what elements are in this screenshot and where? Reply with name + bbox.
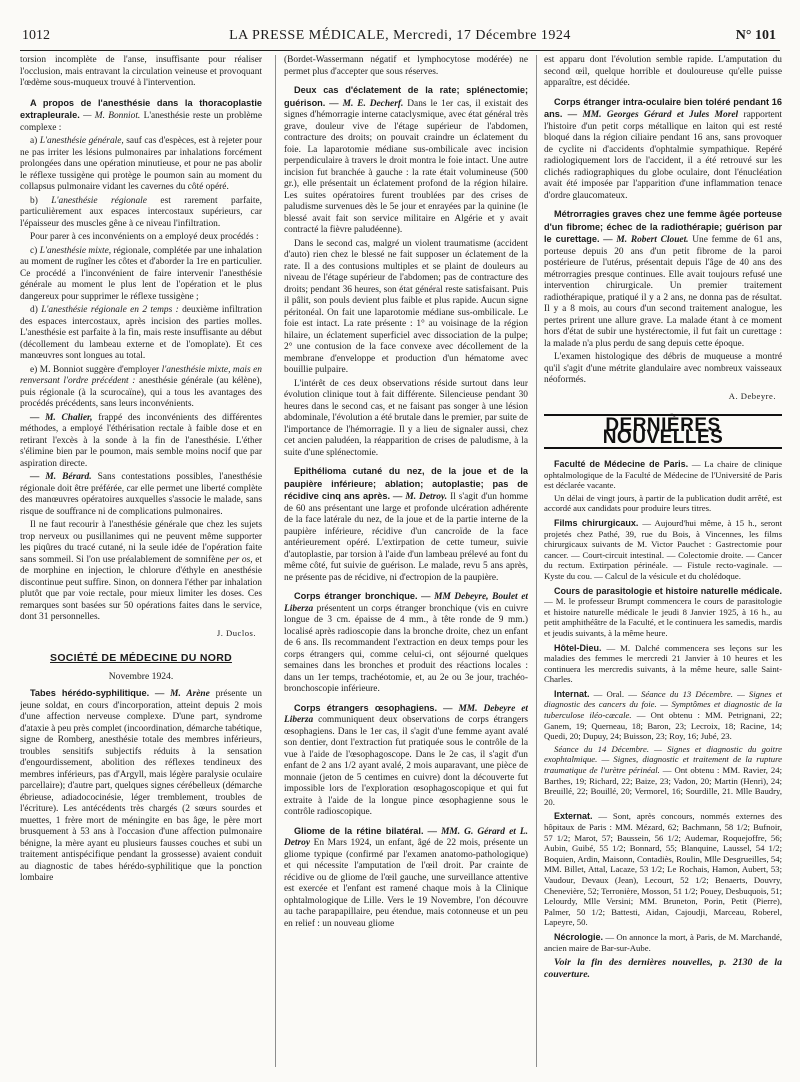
paragraph-text: Il s'agit d'un homme de 60 ans présentant une large et profonde ulcération adhérente de la face latérale du nez, de la joue et de la partie interne de la paupière inférieure, récidive d'un cancroïde de la face antérieurement opéré. L'extirpation de cette tumeur, suivie d'autoplastie, par torsion à l'aide d'un lambeau prélevé au font du même côté, fut suivie de guérison. Le malade, revu 5 ans après, ne présente pas de récidive, ni d'ectropion de la paupière.: [284, 492, 528, 583]
column-2: [284, 55, 528, 1067]
news-item: [544, 643, 782, 685]
paragraph-text: Sans contestations possibles, l'anesthésie régionale doit être préférée, car elle permet une liberté complète des manœuvres opératoires auxquelles s'associe le malade, sans risque de souffrance ni de complications pulmonaires.: [20, 472, 262, 517]
news-emphasis: Séance du 14 Décembre. — Signes et diagnostic du goitre exophtalmique. — Signes, diagnostic et traitement de la rupture traumatique de l'urètre périnéal.: [544, 743, 782, 776]
article-intra-oculaire: [544, 97, 782, 203]
column-rule: [536, 55, 537, 1067]
item-emphasis: L'anesthésie mixte,: [39, 245, 112, 256]
paragraph-text: rapportent l'histoire d'un petit corps métallique en laiton qui est resté bloqué dans la région ciliaire pendant 16 ans, sans provoquer de cyclite ni d'accidents d'ophtalmie sympathique. Repéré radiologiquement lors de l'accident, il a été retrouvé sur les clichés radiographiques du globe oculaire, dont l'énucléation avait été imposée par l'apparition d'une inflammation tenace d'ordre glaucomateux.: [544, 110, 782, 201]
section-date: Novembre 1924.: [108, 670, 174, 682]
news-title: Films chirurgicaux.: [554, 517, 639, 528]
article-title: Corps étrangers œsophagiens.: [294, 702, 438, 713]
article-author: — M. Bonniot.: [83, 111, 141, 121]
paragraph: [20, 472, 262, 518]
article-metrorragies: [544, 209, 782, 350]
page-header: [20, 24, 780, 51]
article-author: — MM. Georges Gérard et Jules Morel: [562, 110, 739, 120]
item-label: d): [30, 305, 42, 315]
article-gliome: [284, 826, 528, 931]
paragraph: L'intérêt de ces deux observations réside surtout dans leur évolution clinique tout à fait différente. Silencieuse pendant 30 heures dans le second cas, et ne faisant pas songer à une lésion abdominale, l'évolution a été brutale dans le premier, par suite de l'importance de l'hémorragie. Il y a lieu de signaler aussi, chez cet ancien paludéen, la réapparition de crises de paludisme, à la suite d'une splénectomie.: [284, 378, 528, 458]
item-emphasis: l'anesthésie mixte, mais en renversant l'ordre précédent :: [20, 364, 262, 386]
article-author: — MM Debeyre, Boulet et Liberza: [284, 592, 528, 614]
article-corps-bronchique: [284, 591, 528, 696]
article-tabes: [20, 688, 262, 885]
page-number: 1012: [22, 28, 50, 43]
news-text: — Aujourd'hui même, à 15 h., seront projetés chez Pathé, 39, rue du Bois, à Vincennes, les films chirurgicaux suivants de M. Victor Pauchet : Gastrectomie pour cancer. — Court-circuit intestinal. — Colectomie droite. — Cancer du rectum. Extirpation périnéale. — Fistule recto-vaginale. — Kyste du cou. — Calcul de la vésicule et du cholédoque.: [544, 517, 782, 581]
paragraph-text: présentent un corps étranger bronchique (vis en cuivre longue de 3 cm. épaisse de 4 mm., à tête ronde de 9 mm.) localisé après radioscopie dans la bronche droite, chez un enfant de 6 ans. Ils recommandent l'extraction en deux temps pour les corps étrangers qui, comme celui-ci, ont séjourné quelques semaines dans les bronches et produit des réactions locales : dans un 1er temps, trachéotomie, et, au 2e ou 3e jour, trachéo-bronchoscopie inférieure.: [284, 603, 528, 694]
article-rate: [284, 85, 528, 237]
column-1: [20, 55, 262, 1067]
paragraph: [544, 744, 782, 808]
news-title: Faculté de Médecine de Paris.: [554, 459, 689, 469]
issue-number: N° 101: [735, 28, 776, 43]
paragraph: [20, 365, 262, 411]
item-emphasis: L'anesthésie régionale en 2 temps :: [41, 305, 179, 315]
news-title: Nécrologie.: [554, 931, 604, 942]
article-title: Deux cas d'éclatement de la rate; splénectomie; guérison.: [284, 85, 528, 108]
news-text: — On annonce la mort, à Paris, de M. Marchandé, ancien maire de Bar-sur-Aube.: [544, 931, 782, 953]
news-list: [544, 459, 782, 953]
paragraph: [20, 413, 262, 471]
article-corps-oesophagiens: [284, 703, 528, 819]
item-emphasis: per os,: [226, 554, 253, 565]
article-author: — MM. Debeyre et Liberza: [284, 703, 528, 725]
paragraph: Pour parer à ces inconvénients on a employé deux procédés :: [30, 232, 259, 242]
paragraph: [20, 136, 262, 194]
article-author: — M. Robert Clouet.: [599, 235, 689, 245]
paragraph-text: régionale, complétée par une inhalation au moment de rugîner les côtes et d'aborder la 1re en particulier. Ce procédé a l'inconvénient de faire intervenir l'anesthésie générale au moment le plus lent de l'opération et le plus dangereux pour supprimer le réflexe tussigène ;: [20, 245, 262, 302]
article-title: Gliome de la rétine bilatéral.: [294, 825, 424, 836]
speaker-name: — M. Chalier,: [30, 412, 93, 423]
paragraph-text: communiquent deux observations de corps étrangers œsophagiens. Dans le 1er cas, il s'agit d'une femme ayant avalé son dentier, dont l'extraction fut pratiquée sous le contrôle de la vue à l'aide de l'œsophagoscope. Dans le 2e cas, il s'agit d'un enfant de 2 ans 1/2 ayant avalé, 2 mois auparavant, une pièce de monnaie (jeton de 5 centimes en cuivre) dont la découverte fut impossible lors de l'exploration œsophagoscopique et qui fut extraite à l'aide de la longue pince œsophagienne sous le contrôle radioscopique.: [284, 715, 528, 817]
paragraph-text: sauf cas d'espèces, est à rejeter pour ne pas irriter les lésions pulmonaires par inhalations forcément prolongées dans une opération minutieuse, et pour ne pas abolir le réflexe tussigène qui protège le poumon sain au moment du collapsus pulmonaire vidant les cavernes du côté opéré.: [20, 136, 262, 192]
paragraph: torsion incomplète de l'anse, insuffisante pour réaliser l'occlusion, mais entravant la circulation veineuse et provoquant l'œdème sous-muqueux trouvé à l'intervention.: [20, 55, 262, 88]
news-text: — Ont obtenu : MM. Petrignani, 22; Ganem, 19; Querneau, 18; Baron, 23; Lecroix, 18; Racine, 14; Quedi, 20; Dupuy, 24; Buisson, 23; Roy, 16; Jubé, 23.: [544, 710, 782, 742]
paragraph: Dans le second cas, malgré un violent traumatisme (accident d'auto) rien chez le blessé ne fait supposer un éclatement de la rate. Il a des contusions multiples et se plaint de douleurs au niveau de l'étage supérieur de l'abdomen; pas de contracture des droits; pendant 36 heures, son état général reste satisfaisant. Puis il pâlit, son pouls devient plus faible et plus rapide. Aucun signe péritonéal. On fait une laparotomie médiane sus-ombilicale. Le foie est intact. La rate présente : 1° au voisinage de la région hilaire, un éclatement superficiel avec dissociation de la pulpe; 2° une contusion de la face convexe avec décollement de la membrane d'enveloppe et production d'un hématome avec bouillie pulpaire.: [284, 238, 528, 375]
paragraph-text: frappé des inconvénients des différentes méthodes, a employé l'éthérisation rectale à faible dose et en retirant l'excès à la sonde à la fin de l'anesthésie. L'éther s'élimine bien par le poumon, mais semble moins nocif que par aspiration directe.: [20, 412, 262, 469]
news-text: — Sont, après concours, nommés externes des hôpitaux de Paris : MM. Mézard, 62; Bachmann, 58 1/2; Bufnoir, 57 1/2; Marot, 57; Baussein, 56 1/2; Audemar, Roquejoffre, 56; Aubin, Guibé, 55 1/2; Bonnard, 55; Blanquine, Laussel, 54 1/2; Boquien, Ardin, Maisonn, Contadiès, Roulin, Mlle Desgrueilles, 54; MM. Billet, Attal, Lacaze, 53 1/2; Le Rochais, Hamon, Aubert, 53; Vaudour, Devaux (Jean), Lecourt, 52 1/2; Benaerts, Douvry, Chenevière, 52; Terronière, Mosson, 51 1/2; Pouey, Desbuquois, 51; Lelourdy, Mlle Versini; MM. Bruneton, Porin, Petit (Pierre), Palmer, 50 1/2; Battesti, Aidan, Cajoudji, Marceau, Roberel, Lapeyre, 50.: [544, 811, 782, 928]
column-rule: [275, 55, 276, 1067]
paragraph: L'examen histologique des débris de muqueuse a montré qu'il s'agit d'une métrite glandulaire avec nombreux vaisseaux néoformés.: [544, 352, 782, 385]
item-label: a): [30, 136, 40, 146]
dernieres-nouvelles-banner: DERNIÈRES NOUVELLES: [544, 414, 782, 449]
paragraph-text: Il ne faut recourir à l'anesthésie générale que chez les sujets trop nerveux ou pusillanimes qui ne peuvent même supporter les piqûres du tracé cutané, ni la seule idée de l'opération faite sans sommeil. Si l'on use préalablement de somnifène: [20, 520, 262, 565]
journal-name: LA PRESSE MÉDICALE,: [229, 28, 390, 43]
news-item: [544, 689, 782, 742]
column-3: [544, 55, 782, 1067]
article-title: A propos de l'anesthésie dans la thoracoplastie extrapleurale.: [20, 97, 262, 120]
news-text: — La chaire de clinique ophtalmologique de la Faculté de Médecine de l'Université de Paris est déclarée vacante.: [544, 459, 782, 491]
article-author: — M. Arène: [149, 689, 210, 699]
paragraph: [20, 520, 262, 624]
news-text: — M. le professeur Brumpt commencera le cours de parasitologie et histoire naturelle médicale le jeudi 8 Janvier 1925, à 16 h., au petit amphithéâtre de la Faculté, et le continuera les samedis, mardis et jeudis suivants, à la même heure.: [544, 596, 782, 638]
news-title: Internat.: [554, 688, 590, 699]
article-title: Corps étranger intra-oculaire bien toléré pendant 16 ans.: [544, 96, 782, 119]
paragraph: est apparu dont l'évolution semble rapide. L'amputation du second œil, quelque horrible et douloureuse qu'elle puisse apparaître, est décidée.: [544, 55, 782, 88]
paragraph: [20, 196, 262, 231]
running-title: [20, 26, 780, 46]
article-title: Corps étranger bronchique.: [294, 591, 418, 601]
paragraph-text: présente un jeune soldat, en cours d'incorporation, atteint depuis 2 mois d'une affection nerveuse complexe. D'une part, syndrome d'ataxie à peu près complet (incoordination, démarche tabétique, signe de Romberg, anesthésie totale des membres inférieurs, troubles sensitifs subjectifs réduits à la sensation d'engourdissement, abolition des réflexes tendineux des membres inférieurs, pas d'Argyll, mais légère paralysie oculaire parcellaire); d'autre part, quelques signes cérébelleux (démarche ébrieuse, adiadococinésie, léger tremblement, troubles de l'écriture). Les antécédents très chargés (2 sœurs sourdes et muettes, 1 frère mort de méningite en bas âge, le père mort brusquement à 53 ans à l'occasion d'une affection pulmonaire bénigne, la mère ayant eu plusieurs fausses couches et subi un traitement antispécifique pendant la grossesse) avaient conduit au diagnostic de tabes hérédo-syphilitique que la ponction lombaire: [20, 689, 262, 883]
item-emphasis: L'anesthésie générale,: [39, 136, 124, 146]
section-title: SOCIÉTÉ DE MÉDECINE DU NORD: [50, 652, 232, 664]
paragraph: (Bordet-Wassermann négatif et lymphocytose modérée) ne permet plus d'accepter que sous réserves.: [284, 55, 528, 77]
news-title: Externat.: [554, 811, 593, 822]
paragraph: [20, 305, 262, 363]
news-text: — Oral. —: [589, 688, 642, 699]
paragraph-text: anesthésie générale (au kélène), puis régionale (à la scurocaïne), qui a tous les avantages des procédés précédents, sans leurs inconvénients.: [20, 376, 262, 409]
item-label: e): [30, 364, 40, 375]
paragraph-text: L'anesthésie reste un problème complexe :: [20, 111, 262, 133]
article-title: Métrorragies graves chez une femme âgée porteuse d'un fibrome; échec de la radiothérapie; guérison par le curettage.: [544, 209, 782, 244]
article-anesthesie: [20, 98, 262, 135]
item-label: c): [30, 245, 40, 256]
signature: A. Debeyre.: [728, 390, 776, 401]
end-note: Voir la fin des dernières nouvelles, p. 2130 de la couverture.: [544, 957, 782, 981]
article-author: — M. E. Decherf.: [325, 98, 404, 109]
signature: J. Duclos.: [216, 627, 256, 638]
paragraph-text: Une femme de 61 ans, porteuse depuis 20 ans d'un petit fibrome de la paroi postérieure de l'utérus, présentait depuis l'âge de 40 ans des métrorragies presque continues. Elle avait toujours refusé une intervention chirurgicale. Un premier traitement radiothérapique, pratiqué il y a 2 ans, ne donna pas de résultat. Il y a 8 mois, au cours d'un second traitement analogue, les pertes prirent une allure grave. La malade étant à ce moment hors d'état de subir une hystérectomie, il fut fait un curettage : la malade n'a plus perdu de sang depuis cette époque.: [544, 235, 782, 349]
item-label: b): [30, 195, 52, 206]
paragraph-text: et de morphine en injection, le chlorure d'éthyle en anesthésie discontinue peut suffire. Sinon, on donnera l'éther par inhalation plutôt que par voie rectale, pour mieux limiter les doses. Ces remarques sont basées sur 50 opérations faites dans le service, dont 31 personnelles.: [20, 554, 262, 622]
article-title: Tabes hérédo-syphilitique.: [30, 688, 150, 698]
news-item: [544, 586, 782, 639]
news-item: [544, 518, 782, 582]
paragraph-text: deuxième infiltration des espaces intercostaux, après incision des parties molles. L'anesthésie est parfaite à la fin, mais reste insuffisante au début (décollement du lambeau externe et de l'omoplate). Et ces manœuvres sont longues au total.: [20, 305, 262, 361]
paragraph: Un délai de vingt jours, à partir de la publication dudit arrêté, est accordé aux candidats pour produire leurs titres.: [544, 492, 782, 514]
item-emphasis: L'anesthésie régionale: [51, 195, 147, 206]
article-title: Epithélioma cutané du nez, de la joue et de la paupière inférieure; ablation; autoplastie; pas de récidive cinq ans après.: [284, 466, 528, 501]
paragraph-text: Dans le 1er cas, il existait des signes d'hémorragie interne cataclysmique, avec état général très grave, douleur vive de l'étage supérieur de l'abdomen, contracture des droits; on pouvait craindre un éclatement du foie. La laparotomie médiane sus-ombilicale avec incision perpendiculaire à travers le droit montra le foie intact. Une autre incision fut branchée à gauche : la rate était volumineuse (500 gr.), elle présentait un éclatement profond de la région hilaire. Les suites opératoires furent troublées par des crises de paludisme survenues dès le 5e jour et enrayées par la quinine (le blessé avait fait son service militaire en Algérie et y avait contracté la fièvre paludéenne).: [284, 98, 528, 235]
news-title: Cours de parasitologie et histoire naturelle médicale.: [554, 585, 782, 596]
paragraph-text: En Mars 1924, un enfant, âgé de 22 mois, présente un gliome typique (confirmé par l'examen anatomo-pathologique) et qui nécessite l'amputation de l'œil droit. Par crainte de récidive ou de gliome de l'œil gauche, une surveillance attentive est exercée et l'enfant est ramené chaque mois à la Clinique ophtalmologique de Lille. Vers le 19 Novembre, l'on découvre au tache parapapillaire, peu étendue, mais cotonneuse et un peu en relief : un nouveau gliome: [284, 838, 528, 929]
news-item: [544, 459, 782, 491]
news-item: [544, 811, 782, 928]
news-title: Hôtel-Dieu.: [554, 642, 602, 653]
article-epithelioma: [284, 466, 528, 584]
paragraph-text: M. Bonniot suggère d'employer: [39, 364, 162, 375]
article-author: — MM. G. Gérard et L. Detroy: [284, 826, 528, 848]
news-text: — Ont obtenu : MM. Ravier, 24; Barthes, 19; Richard, 22; Baize, 23; Vadon, 20; Martin (Henri), 24; Breuillé, 22; Bouillé, 20; Vermorel, 16; Sourdille, 21. Mlle Baudry, 20.: [544, 765, 782, 807]
paragraph: [20, 246, 262, 304]
news-item: [544, 932, 782, 953]
speaker-name: — M. Bérard.: [30, 472, 92, 482]
issue-date: Mercredi, 17 Décembre 1924: [393, 28, 571, 43]
news-text: — M. Dalché commencera ses leçons sur les maladies des femmes le mercredi 21 Janvier à 10 heures et les continuera les mercredis suivants, à la même heure, salle Saint-Charles.: [544, 642, 782, 685]
article-author: — M. Detroy.: [390, 492, 448, 502]
paragraph-text: est rarement parfaite, particulièrement aux espaces intercostaux supérieurs, car l'épaisseur des muscles gêne à ce niveau l'infiltration.: [20, 195, 262, 229]
news-emphasis: Séance du 13 Décembre. — Signes et diagnostic des cancers du foie. — Symptômes et diagnostic de la tuberculose iléo-cæcale.: [544, 688, 782, 721]
